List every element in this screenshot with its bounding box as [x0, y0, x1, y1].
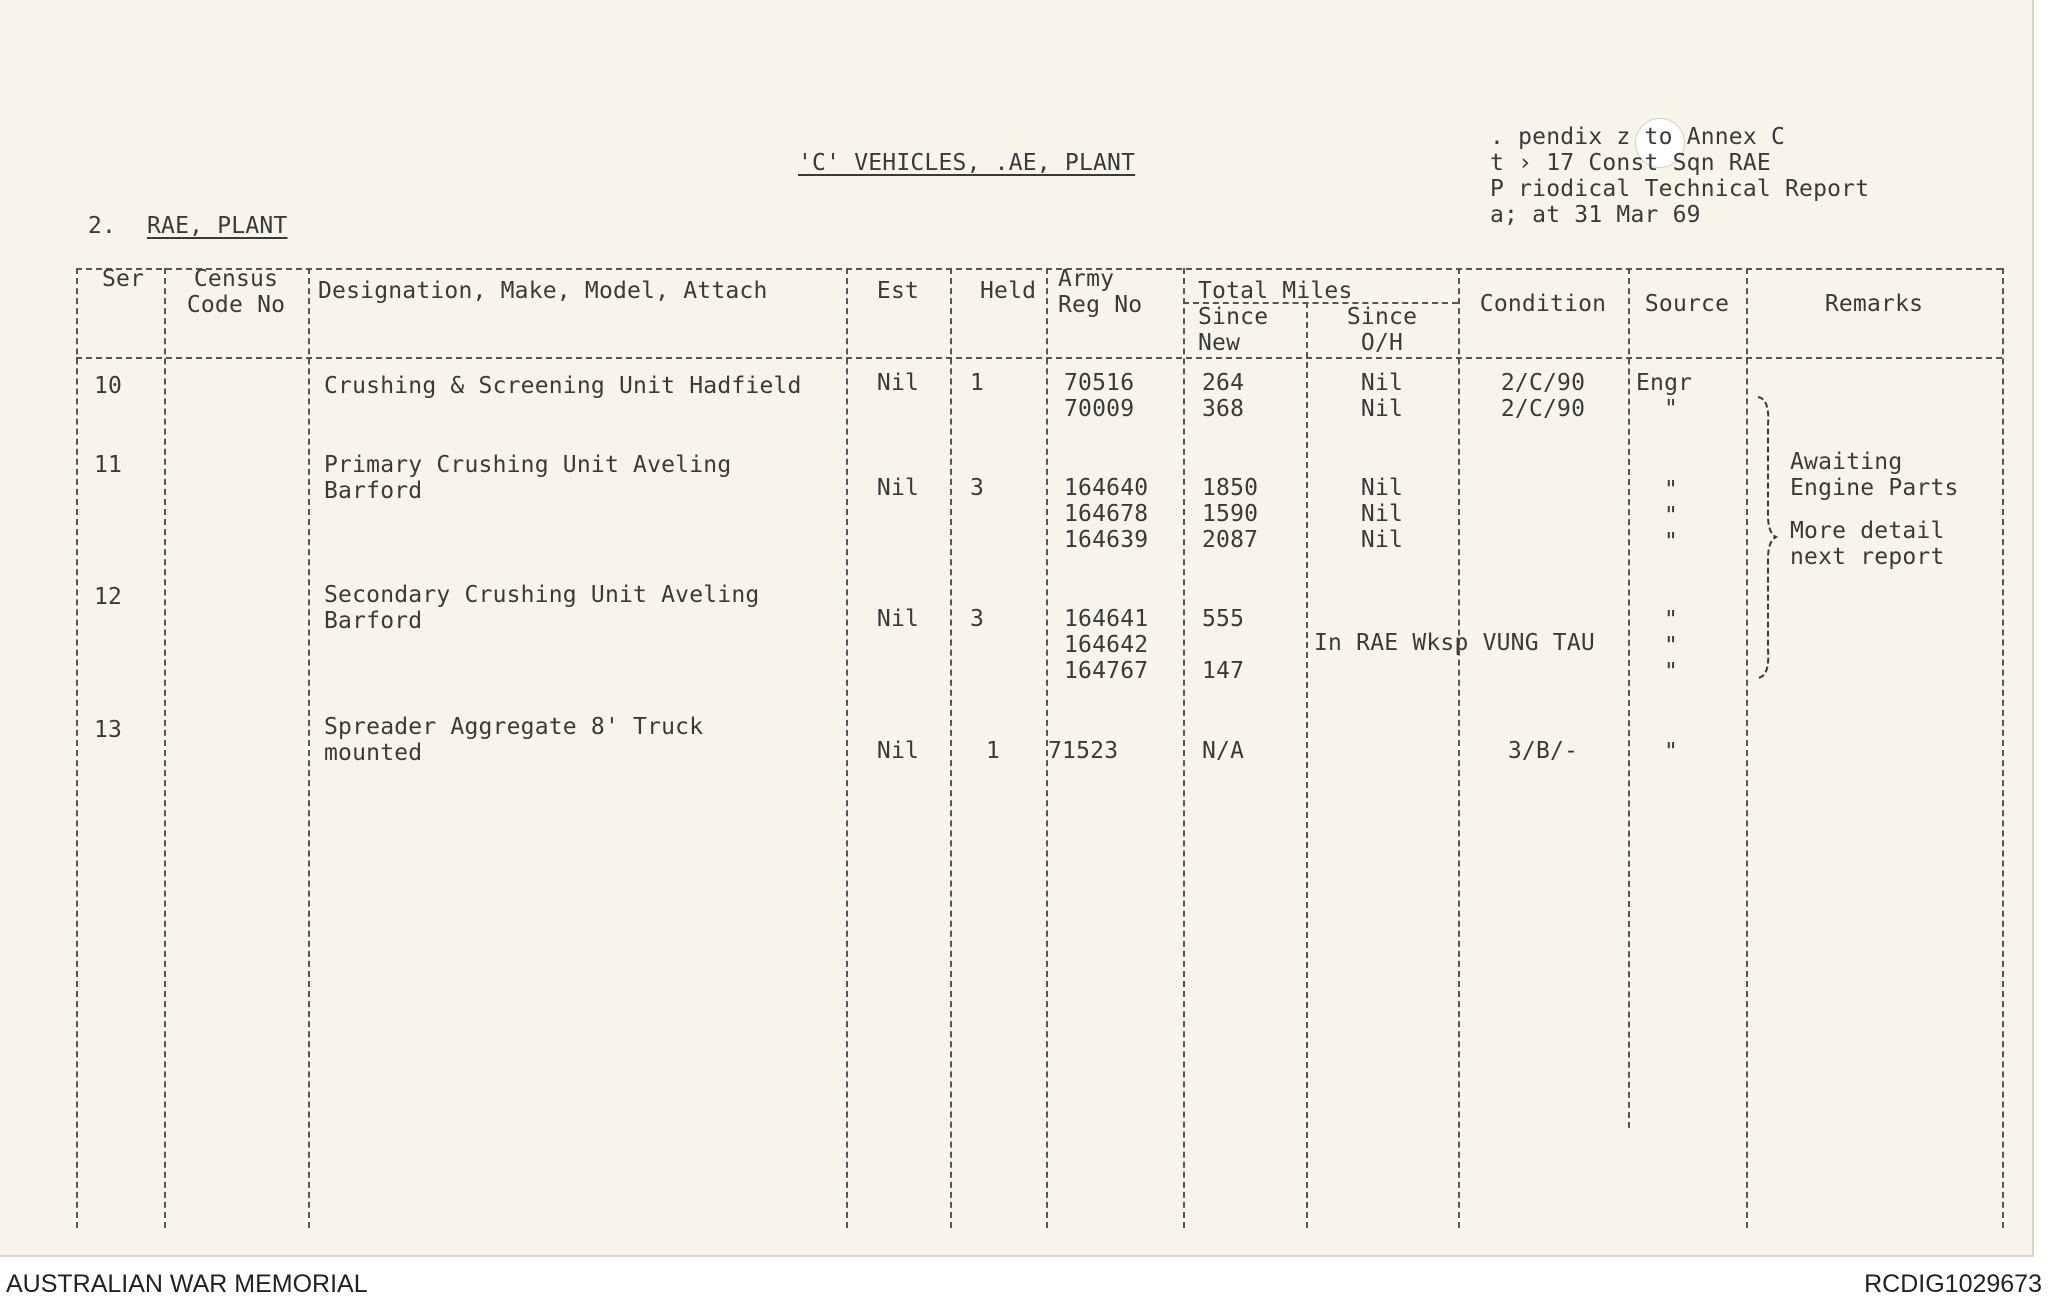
row-held: 1: [970, 370, 985, 396]
row-since-new: 2087: [1202, 527, 1259, 553]
section-number: 2.: [88, 213, 117, 239]
row-source: ": [1664, 396, 1679, 422]
row-reg-no: 164641: [1064, 606, 1149, 632]
col-rule-right: [2002, 268, 2004, 1228]
col-rule-est: [950, 268, 952, 1228]
remarks-line-2: Engine Parts: [1790, 475, 1959, 501]
row-since-new: 555: [1202, 606, 1245, 632]
remarks-line-1: Awaiting: [1790, 449, 1903, 475]
row-reg-no: 164639: [1064, 527, 1149, 553]
col-rule-census: [308, 268, 310, 1228]
col-rule-source: [1746, 268, 1748, 1228]
row-designation-line: Barford: [324, 478, 423, 504]
row-source: ": [1664, 633, 1679, 659]
row-reg-no: 70516: [1064, 370, 1135, 396]
col-rule-condition: [1628, 268, 1630, 1128]
header-held: Held: [980, 278, 1037, 304]
row-since-oh: Nil: [1360, 396, 1404, 422]
table-top-rule: [76, 268, 2002, 270]
row-reg-no: 164640: [1064, 475, 1149, 501]
row-since-oh: Nil: [1360, 501, 1404, 527]
row-source: Engr: [1636, 370, 1693, 396]
row-designation-line: Crushing & Screening Unit Hadfield: [324, 373, 802, 399]
row-reg-no: 70009: [1064, 396, 1135, 422]
header-census-1: Census: [193, 266, 279, 292]
row-reg-no: 71523: [1048, 738, 1119, 764]
row-condition: 2/C/90: [1500, 396, 1586, 422]
row-ser: 12: [94, 584, 123, 610]
row-designation-line: Spreader Aggregate 8' Truck: [324, 714, 704, 740]
row-since-new: 264: [1202, 370, 1245, 396]
row-ser: 13: [94, 717, 123, 743]
appendix-line-1: . pendix z to Annex C: [1490, 124, 1785, 150]
row-designation-line: Barford: [324, 608, 423, 634]
header-remarks: Remarks: [1824, 291, 1924, 317]
archive-footer-left: AUSTRALIAN WAR MEMORIAL: [6, 1270, 368, 1298]
row-workshop-note: In RAE Wksp VUNG TAU: [1314, 630, 1595, 656]
row-est: Nil: [876, 475, 920, 501]
row-source: ": [1664, 477, 1679, 503]
header-since-oh-2: O/H: [1360, 330, 1404, 356]
header-bottom-rule: [76, 357, 2002, 359]
header-source: Source: [1644, 291, 1730, 317]
row-designation-line: Primary Crushing Unit Aveling: [324, 452, 732, 478]
row-since-oh: Nil: [1360, 475, 1404, 501]
row-since-new: 1850: [1202, 475, 1259, 501]
row-since-new: 1590: [1202, 501, 1259, 527]
remarks-line-4: next report: [1790, 544, 1945, 570]
header-designation: Designation, Make, Model, Attach: [318, 278, 768, 304]
row-reg-no: 164642: [1064, 632, 1149, 658]
col-rule-ser: [164, 268, 166, 1228]
row-source: ": [1664, 503, 1679, 529]
row-source: ": [1664, 607, 1679, 633]
col-rule-since-new: [1306, 302, 1308, 1228]
row-est: Nil: [876, 606, 920, 632]
col-rule-left: [76, 268, 78, 1228]
section-title: RAE, PLANT: [147, 213, 288, 239]
row-ser: 10: [94, 373, 123, 399]
row-source: ": [1664, 529, 1679, 555]
row-since-new: 368: [1202, 396, 1245, 422]
remarks-brace: [1756, 395, 1778, 680]
row-est: Nil: [876, 738, 920, 764]
archive-footer-right: RCDIG1029673: [1864, 1270, 2042, 1298]
row-source: ": [1664, 739, 1679, 765]
header-army-1: Army: [1058, 266, 1115, 292]
row-held: 1: [986, 738, 1001, 764]
appendix-line-4: a; at 31 Mar 69: [1490, 202, 1701, 228]
header-ser: Ser: [102, 266, 145, 292]
header-condition: Condition: [1479, 291, 1607, 317]
header-total-miles: Total Miles: [1198, 278, 1353, 304]
header-since-new-2: New: [1198, 330, 1241, 356]
row-since-new: N/A: [1202, 738, 1245, 764]
appendix-line-3: P riodical Technical Report: [1490, 176, 1870, 202]
row-held: 3: [970, 475, 985, 501]
header-est: Est: [876, 278, 920, 304]
appendix-line-2: t › 17 Const Sqn RAE: [1490, 150, 1771, 176]
header-census-2: Code No: [186, 292, 286, 318]
row-designation-line: Secondary Crushing Unit Aveling: [324, 582, 760, 608]
row-condition: 2/C/90: [1500, 370, 1586, 396]
header-army-2: Reg No: [1058, 292, 1143, 318]
row-condition: 3/B/-: [1507, 738, 1579, 764]
row-reg-no: 164767: [1064, 658, 1149, 684]
row-held: 3: [970, 606, 985, 632]
row-source: ": [1664, 659, 1679, 685]
row-est: Nil: [876, 370, 920, 396]
col-rule-army: [1183, 268, 1185, 1228]
row-ser: 11: [94, 452, 123, 478]
row-reg-no: 164678: [1064, 501, 1149, 527]
row-since-oh: Nil: [1360, 370, 1404, 396]
row-since-new: 147: [1202, 658, 1245, 684]
row-since-oh: Nil: [1360, 527, 1404, 553]
row-designation-line: mounted: [324, 740, 423, 766]
header-since-new-1: Since: [1198, 304, 1269, 330]
remarks-line-3: More detail: [1790, 518, 1945, 544]
header-since-oh-1: Since: [1346, 304, 1418, 330]
document-title: 'C' VEHICLES, .AE, PLANT: [798, 150, 1136, 176]
